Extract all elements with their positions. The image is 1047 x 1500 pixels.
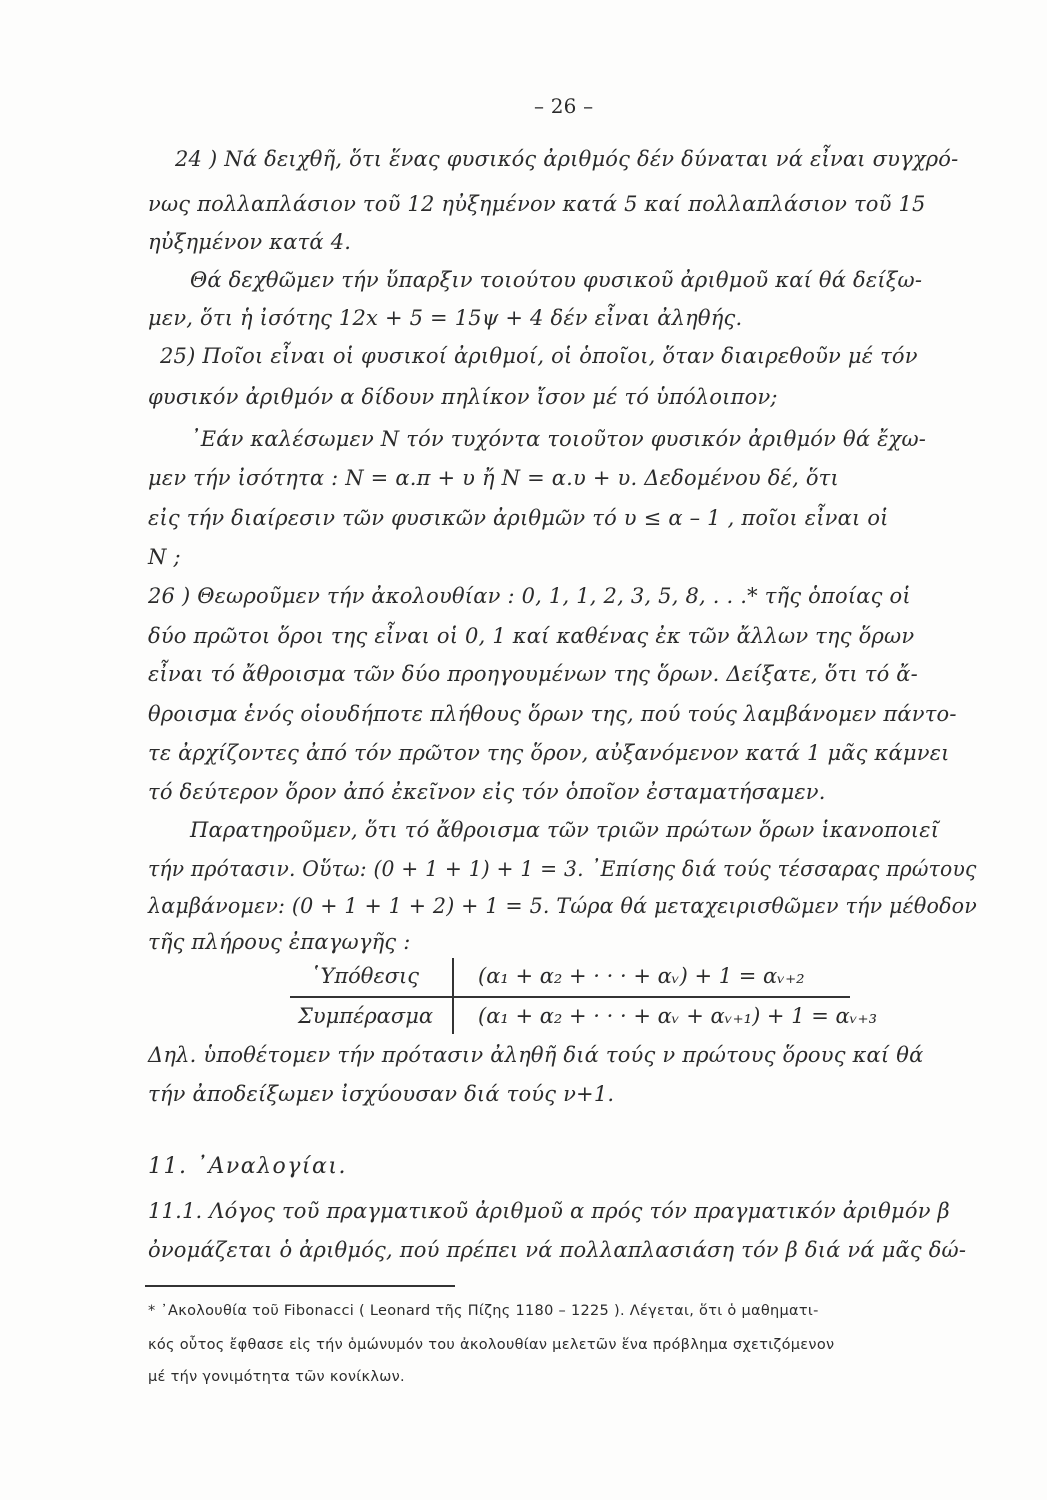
page-number: – 26 –	[534, 94, 594, 118]
induction-table	[290, 958, 878, 1036]
text-line: μεν, ὅτι ἡ ἰσότης 12x + 5 = 15ψ + 4 δέν εἶναι ἀληθής.	[148, 306, 743, 330]
table-column-divider	[452, 958, 454, 1034]
text-line: τό δεύτερον ὅρον ἀπό ἐκεῖνον εἰς τόν ὁποῖον ἐσταματήσαμεν.	[148, 780, 826, 804]
footnote-rule	[145, 1285, 455, 1287]
text-line: τήν πρότασιν. Οὕτω: (0 + 1 + 1) + 1 = 3. ᾿Επίσης διά τούς τέσσαρας πρώτους	[148, 857, 977, 881]
footnote-line: κός οὗτος ἔφθασε εἰς τήν ὁμώνυμόν του ἀκολουθίαν μελετῶν ἕνα πρόβλημα σχετιζόμενον	[148, 1337, 835, 1353]
footnote-line: * ᾿Ακολουθία τοῦ Fibonacci ( Leonard τῆς Πίζης 1180 – 1225 ). Λέγεται, ὅτι ὁ μαθηματι-	[148, 1303, 819, 1319]
text-line: τε ἀρχίζοντες ἀπό τόν πρῶτον της ὅρον, αὐξανόμενον κατά 1 μᾶς κάμνει	[148, 741, 950, 765]
text-line: λαμβάνομεν: (0 + 1 + 1 + 2) + 1 = 5. Τώρα θά μεταχειρισθῶμεν τήν μέθοδον	[148, 894, 978, 918]
text-line: φυσικόν ἀριθμόν α δίδουν πηλίκον ἴσον μέ τό ὑπόλοιπον;	[148, 385, 778, 409]
text-line: νως πολλαπλάσιον τοῦ 12 ηὐξημένον κατά 5 καί πολλαπλάσιον τοῦ 15	[148, 192, 926, 216]
text-line: μεν τήν ἰσότητα : Ν = α.π + υ ἤ Ν = α.υ + υ. Δεδομένου δέ, ὅτι	[148, 466, 839, 490]
text-line: 24 ) Νά δειχθῆ, ὅτι ἕνας φυσικός ἀριθμός δέν δύναται νά εἶναι συγχρό-	[175, 147, 959, 171]
text-line: 25) Ποῖοι εἶναι οἱ φυσικοί ἀριθμοί, οἱ ὁποῖοι, ὅταν διαιρεθοῦν μέ τόν	[160, 344, 918, 368]
text-line: Ν ;	[148, 545, 181, 569]
text-line: ὀνομάζεται ὁ ἀριθμός, πού πρέπει νά πολλαπλασιάση τόν β διά νά μᾶς δώ-	[148, 1238, 967, 1262]
text-line: Παρατηροῦμεν, ὅτι τό ἄθροισμα τῶν τριῶν πρώτων ὅρων ἱκανοποιεῖ	[190, 818, 940, 842]
footnote-line: μέ τήν γονιμότητα τῶν κονίκλων.	[148, 1369, 405, 1385]
hypothesis-formula: (α₁ + α₂ + · · · + αᵥ) + 1 = αᵥ₊₂	[478, 964, 805, 988]
conclusion-label: Συμπέρασμα	[298, 1004, 434, 1028]
conclusion-formula: (α₁ + α₂ + · · · + αᵥ + αᵥ₊₁) + 1 = αᵥ₊₃	[478, 1004, 878, 1028]
text-line: 11.1. Λόγος τοῦ πραγματικοῦ ἀριθμοῦ α πρός τόν πραγματικόν ἀριθμόν β	[148, 1199, 950, 1223]
text-line: θροισμα ἑνός οἱουδήποτε πλήθους ὅρων της, πού τούς λαμβάνομεν πάντο-	[148, 702, 957, 726]
text-line: 26 ) Θεωροῦμεν τήν ἀκολουθίαν : 0, 1, 1, 2, 3, 5, 8, . . .* τῆς ὁποίας οἱ	[148, 584, 911, 608]
text-line: ᾿Εάν καλέσωμεν Ν τόν τυχόντα τοιοῦτον φυσικόν ἀριθμόν θά ἔχω-	[190, 427, 927, 451]
text-line: δύο πρῶτοι ὅροι της εἶναι οἱ 0, 1 καί καθένας ἐκ τῶν ἄλλων της ὅρων	[148, 624, 915, 648]
text-line: τῆς πλήρους ἐπαγωγῆς :	[148, 930, 411, 954]
text-line: εἰς τήν διαίρεσιν τῶν φυσικῶν ἀριθμῶν τό υ ≤ α – 1 , ποῖοι εἶναι οἱ	[148, 506, 889, 530]
text-line: εἶναι τό ἄθροισμα τῶν δύο προηγουμένων της ὅρων. Δείξατε, ὅτι τό ἄ-	[148, 662, 918, 686]
section-heading: 11. ᾿Αναλογίαι.	[148, 1154, 348, 1179]
hypothesis-label: ῾Υπόθεσις	[310, 964, 420, 988]
text-line: ηὐξημένον κατά 4.	[148, 230, 352, 254]
table-divider	[290, 996, 850, 998]
text-line: τήν ἀποδείξωμεν ἰσχύουσαν διά τούς ν+1.	[148, 1082, 615, 1106]
text-line: Δηλ. ὑποθέτομεν τήν πρότασιν ἀληθῆ διά τούς ν πρώτους ὅρους καί θά	[148, 1043, 924, 1067]
text-line: Θά δεχθῶμεν τήν ὕπαρξιν τοιούτου φυσικοῦ ἀριθμοῦ καί θά δείξω-	[190, 268, 923, 292]
